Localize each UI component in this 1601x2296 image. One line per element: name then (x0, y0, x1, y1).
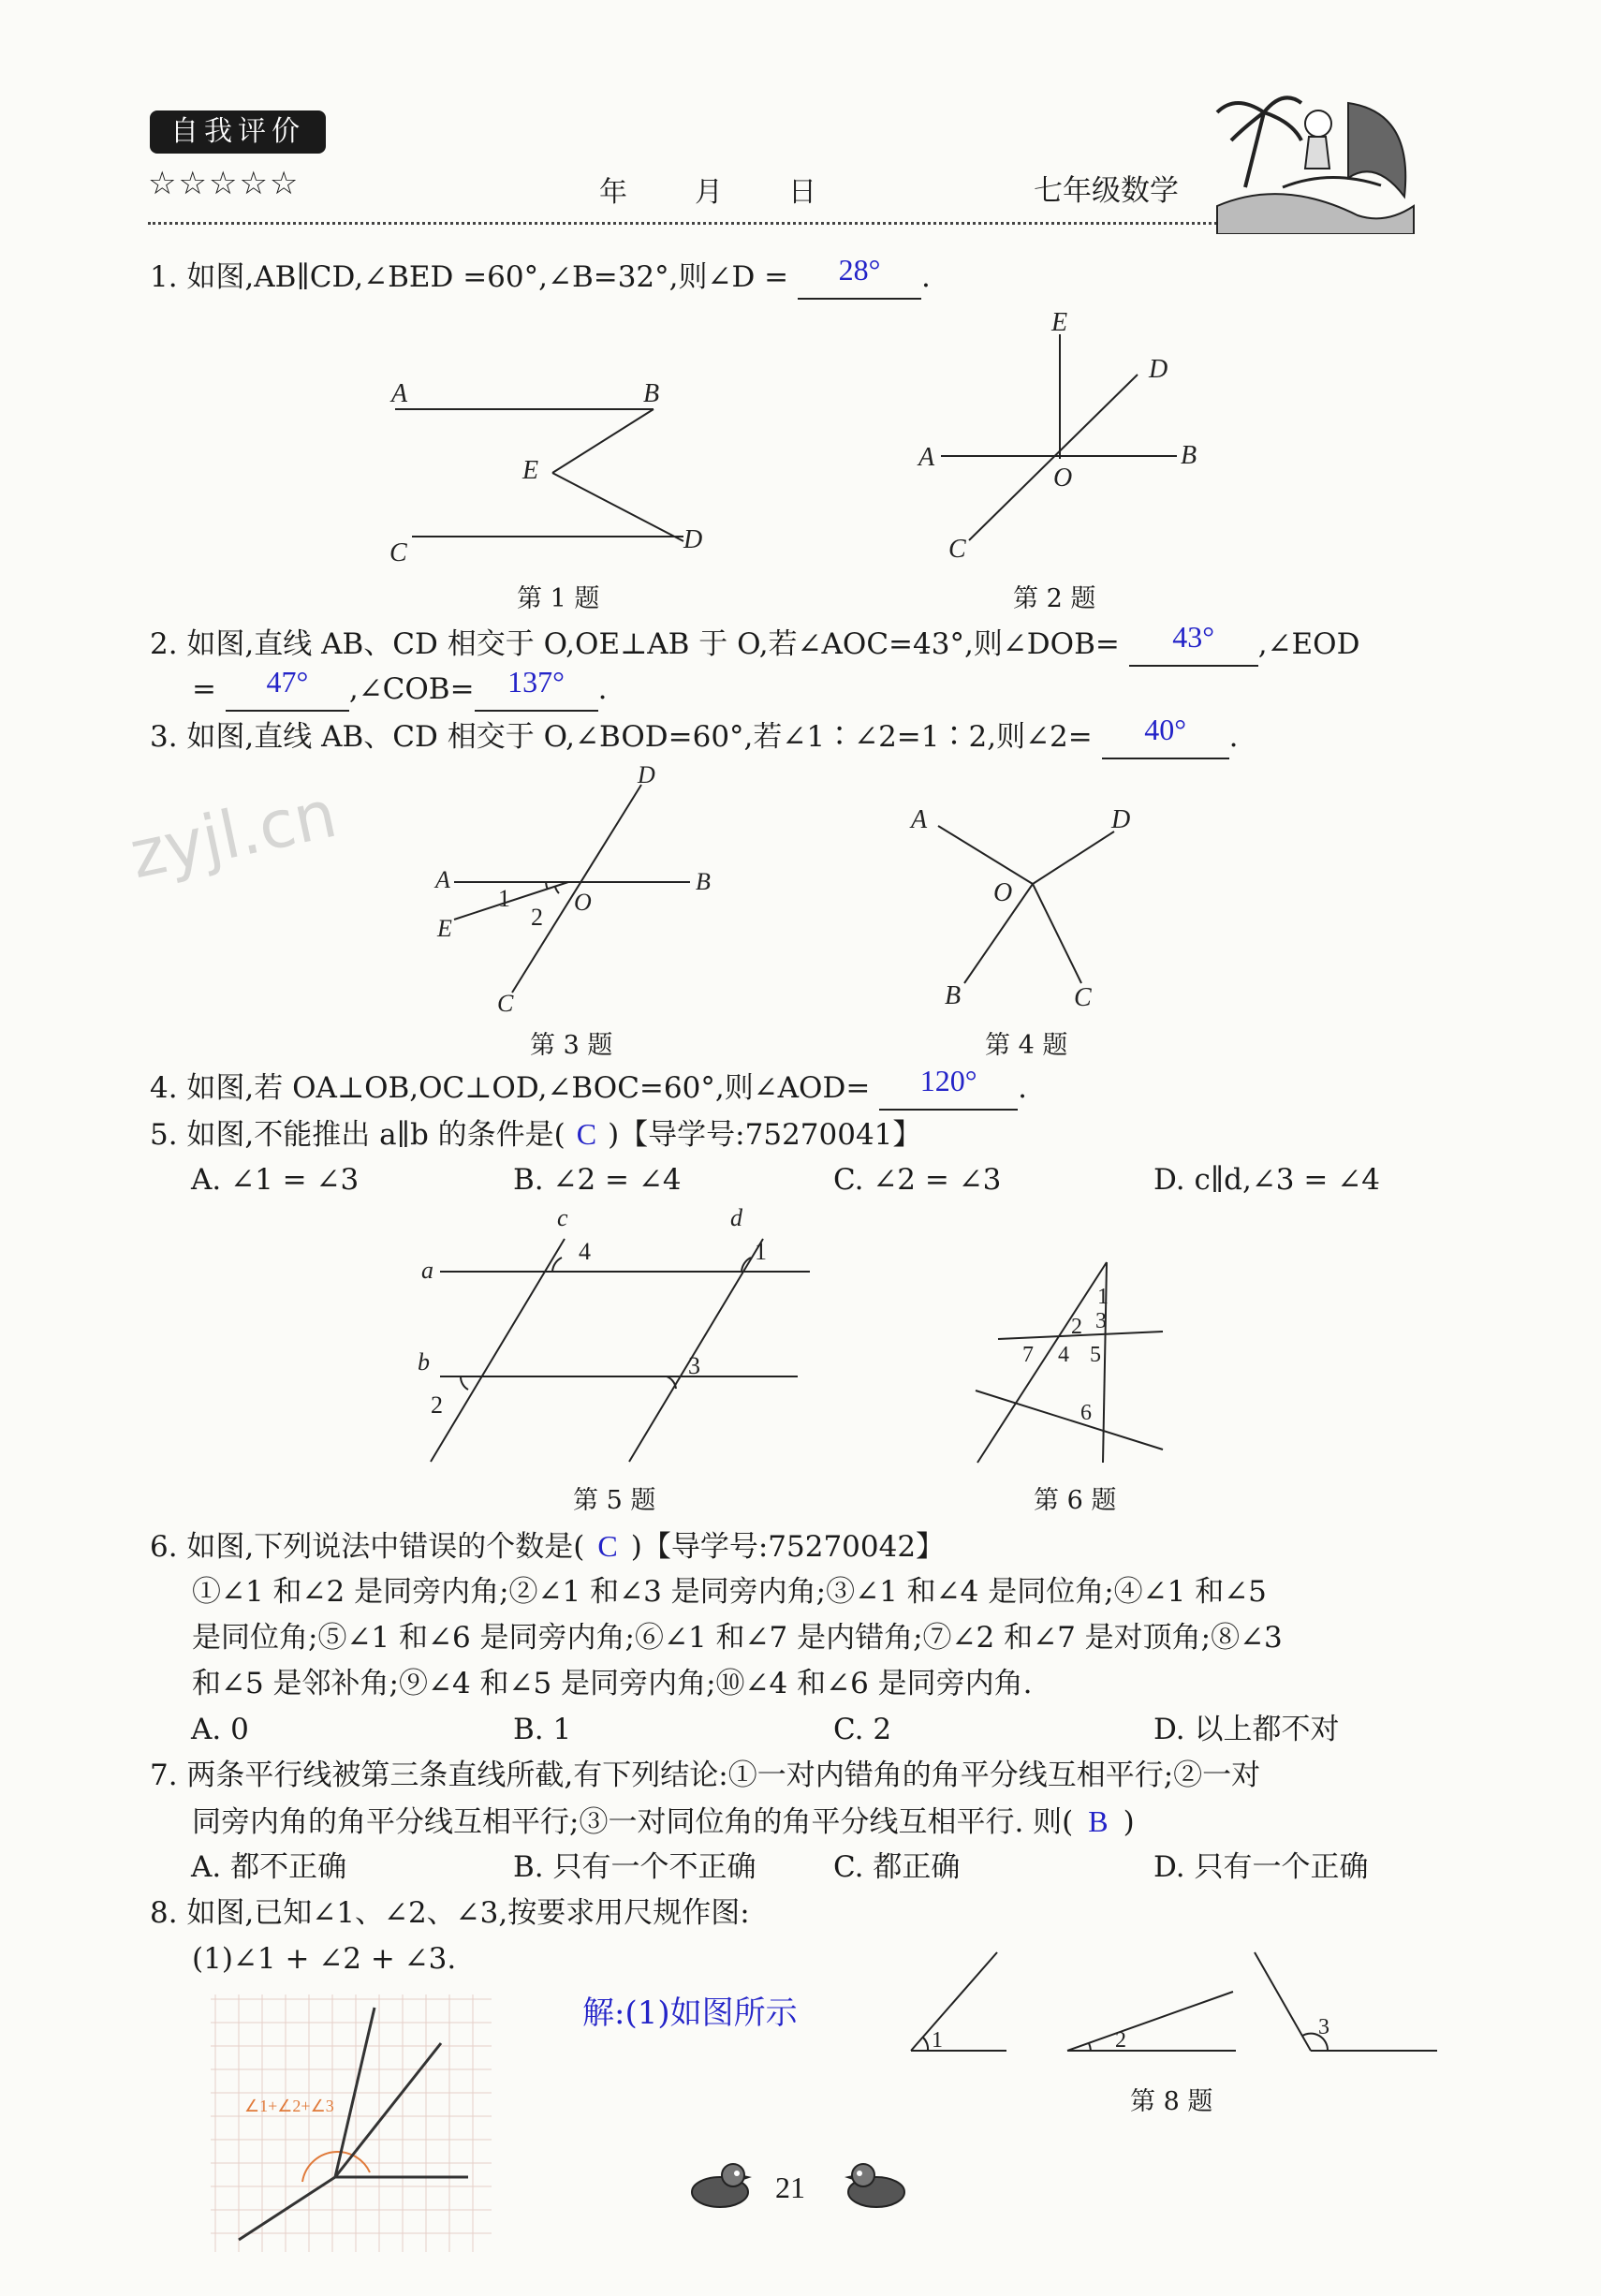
date-day: 日 (788, 176, 816, 209)
fig1-label-D: D (683, 525, 703, 554)
fig5-label-d: d (730, 1204, 742, 1231)
q6-option-d[interactable]: D. 以上都不对 (1153, 1713, 1340, 1746)
fig4-label-O: O (993, 878, 1013, 907)
question-8-part-1: (1)∠1 + ∠2 + ∠3. (192, 1942, 457, 1976)
question-6-answer[interactable]: C (597, 1529, 618, 1563)
fig6-label-4: 4 (1058, 1343, 1069, 1367)
question-1-answer-blank[interactable] (798, 253, 921, 300)
figure-3-caption: 第 3 题 (530, 1031, 613, 1060)
question-2-text-d: ,∠COB= (348, 672, 475, 706)
date-year: 年 (599, 176, 627, 209)
fig3-label-C: C (497, 990, 514, 1016)
fig2-label-B: B (1181, 441, 1197, 470)
q6-statement-line-2: 是同位角;⑤∠1 和∠6 是同旁内角;⑥∠1 和∠7 是内错角;⑦∠2 和∠7 是对顶角;⑧∠3 (192, 1621, 1283, 1655)
q6-option-c[interactable]: C. 2 (833, 1713, 892, 1746)
q7-option-d[interactable]: D. 只有一个正确 (1153, 1850, 1369, 1884)
question-2-text-c: = (192, 672, 216, 706)
fig8-label-1: 1 (932, 2028, 943, 2053)
figure-3 (426, 758, 735, 1016)
question-8-solution: 解:(1)如图所示 (582, 1994, 798, 2032)
question-3-answer-blank[interactable] (1102, 713, 1229, 759)
self-evaluation-badge: 自我评价 (150, 110, 326, 154)
fig3-label-O: O (574, 889, 592, 916)
question-7-answer[interactable]: B (1088, 1804, 1109, 1838)
fig1-label-A: A (391, 379, 408, 408)
q6-statement-line-3: 和∠5 是邻补角;⑨∠4 和∠5 是同旁内角;⑩∠4 和∠6 是同旁内角. (192, 1667, 1033, 1700)
fig3-label-1: 1 (498, 885, 510, 912)
page-number: 21 (775, 2171, 805, 2204)
fig5-label-4: 4 (579, 1238, 591, 1265)
q6-option-b[interactable]: B. 1 (513, 1713, 572, 1746)
fig6-label-5: 5 (1090, 1343, 1101, 1367)
question-5-answer[interactable]: C (576, 1117, 597, 1151)
fig2-label-E: E (1051, 308, 1068, 337)
header-divider (148, 222, 1239, 225)
q7-option-b[interactable]: B. 只有一个不正确 (513, 1850, 756, 1884)
fig3-label-D: D (638, 761, 655, 788)
fig4-label-B: B (945, 981, 962, 1010)
fig6-label-3: 3 (1095, 1309, 1107, 1333)
fig2-label-C: C (948, 535, 966, 564)
q7-line-2-end: ) (1123, 1805, 1135, 1839)
question-2-blank-1[interactable] (1129, 620, 1258, 667)
figure-5 (412, 1203, 833, 1470)
figure-5-caption: 第 5 题 (573, 1486, 656, 1515)
rating-stars[interactable]: ☆☆☆☆☆ (148, 165, 301, 202)
bird-icon-right (841, 2158, 908, 2211)
question-3-answer: 40° (1144, 713, 1187, 746)
question-2-answer-2: 47° (266, 665, 309, 699)
q5-option-b[interactable]: B. ∠2 = ∠4 (513, 1163, 682, 1197)
q7-option-a[interactable]: A. 都不正确 (191, 1850, 347, 1884)
fig2-label-O: O (1053, 464, 1073, 493)
fig2-label-A: A (918, 443, 935, 472)
fig2-label-D: D (1149, 355, 1168, 384)
fig1-label-C: C (389, 538, 407, 567)
figure-4 (894, 796, 1138, 1011)
question-3: 3. 如图,直线 AB、CD 相交于 O,∠BOD=60°,若∠1∶∠2=1∶2,则∠2= 40° . (150, 714, 1238, 759)
fig1-label-E: E (522, 456, 539, 485)
fig3-label-E: E (437, 915, 452, 942)
fig4-label-C: C (1074, 983, 1092, 1011)
subject-title: 七年级数学 (1034, 174, 1179, 208)
fig5-label-c: c (557, 1204, 568, 1231)
fig8-label-3: 3 (1318, 2015, 1329, 2039)
figure-2-caption: 第 2 题 (1013, 584, 1096, 613)
q7-line-1: 7. 两条平行线被第三条直线所截,有下列结论:①一对内错角的角平分线互相平行;②一对 (150, 1759, 1261, 1792)
question-2 (150, 622, 1359, 667)
fig5-label-1: 1 (755, 1238, 767, 1265)
question-2-blank-2[interactable] (226, 665, 349, 712)
q7-line-2: 同旁内角的角平分线互相平行;③一对同位角的角平分线互相平行. 则( (192, 1805, 1074, 1839)
fig4-label-D: D (1111, 805, 1131, 834)
figure-1-caption: 第 1 题 (517, 584, 600, 613)
figure-1 (375, 370, 730, 571)
figure-6-caption: 第 6 题 (1034, 1486, 1117, 1515)
q5-option-d[interactable]: D. c∥d,∠3 = ∠4 (1153, 1163, 1380, 1197)
fig4-label-A: A (911, 805, 928, 834)
q5-option-a[interactable]: A. ∠1 = ∠3 (191, 1163, 360, 1197)
fig8-label-2: 2 (1115, 2028, 1126, 2053)
fig1-label-B: B (643, 379, 660, 408)
fig6-label-1: 1 (1097, 1285, 1109, 1309)
sketch-angle-sum-label: ∠1+∠2+∠3 (244, 2097, 334, 2115)
question-1: 1. 如图,AB∥CD,∠BED =60°,∠B=32°,则∠D = 28° . (150, 255, 931, 300)
question-2-blank-3[interactable] (475, 665, 598, 712)
question-5 (150, 1111, 921, 1157)
question-2-text-b: ,∠EOD (1257, 627, 1360, 661)
q5-option-c[interactable]: C. ∠2 = ∠3 (833, 1163, 1002, 1197)
figure-4-caption: 第 4 题 (985, 1031, 1068, 1060)
question-4-answer-blank[interactable] (879, 1064, 1018, 1111)
question-5-text-b: )【导学号:75270041】 (608, 1118, 922, 1152)
fig3-label-B: B (696, 868, 711, 895)
question-4-answer: 120° (919, 1064, 977, 1097)
figure-2 (913, 304, 1212, 567)
fig6-label-7: 7 (1022, 1343, 1034, 1367)
bird-icon-left (688, 2158, 756, 2211)
watermark: zyjl.cn (123, 774, 344, 894)
q6-statement-line-1: ①∠1 和∠2 是同旁内角;②∠1 和∠3 是同旁内角;③∠1 和∠4 是同位角;④∠1 和∠5 (192, 1575, 1267, 1609)
fig5-label-a: a (421, 1257, 433, 1284)
question-6-text: 6. 如图,下列说法中错误的个数是( (150, 1530, 585, 1564)
surfer-illustration (1208, 75, 1423, 234)
construction-sketch (211, 1994, 492, 2252)
question-4-text: 4. 如图,若 OA⊥OB,OC⊥OD,∠BOC=60°,则∠AOD= (150, 1071, 871, 1105)
question-2-text: 2. 如图,直线 AB、CD 相交于 O,OE⊥AB 于 O,若∠AOC=43°,则∠DOB= (150, 627, 1120, 661)
question-6 (150, 1523, 945, 1569)
question-3-text: 3. 如图,直线 AB、CD 相交于 O,∠BOD=60°,若∠1∶∠2=1∶2,则∠2= (150, 720, 1093, 754)
q7-option-c[interactable]: C. 都正确 (833, 1850, 961, 1884)
question-6-text-b: )【导学号:75270042】 (630, 1530, 946, 1564)
question-5-text: 5. 如图,不能推出 a∥b 的条件是( (150, 1118, 565, 1152)
figure-6 (964, 1255, 1180, 1470)
question-8: 8. 如图,已知∠1、∠2、∠3,按要求用尺规作图: (150, 1896, 750, 1930)
date-month: 月 (695, 176, 723, 209)
q6-option-a[interactable]: A. 0 (191, 1713, 249, 1746)
fig5-label-3: 3 (688, 1352, 700, 1379)
fig3-label-2: 2 (531, 904, 543, 931)
question-1-answer: 28° (838, 253, 881, 287)
question-2-answer-3: 137° (507, 665, 565, 699)
fig5-label-b: b (418, 1348, 430, 1376)
fig3-label-A: A (435, 866, 450, 893)
figure-8 (903, 1906, 1447, 2079)
question-7 (192, 1799, 1135, 1845)
fig6-label-2: 2 (1071, 1315, 1082, 1339)
question-2-cont: = 47° ,∠COB= 137° . (192, 667, 607, 712)
fig5-label-2: 2 (431, 1391, 443, 1419)
figure-8-caption: 第 8 题 (1130, 2087, 1213, 2116)
question-1-text: 1. 如图,AB∥CD,∠BED =60°,∠B=32°,则∠D = (150, 260, 789, 294)
question-4: 4. 如图,若 OA⊥OB,OC⊥OD,∠BOC=60°,则∠AOD= 120° . (150, 1066, 1027, 1111)
fig6-label-6: 6 (1080, 1401, 1092, 1425)
question-2-answer-1: 43° (1172, 620, 1215, 654)
